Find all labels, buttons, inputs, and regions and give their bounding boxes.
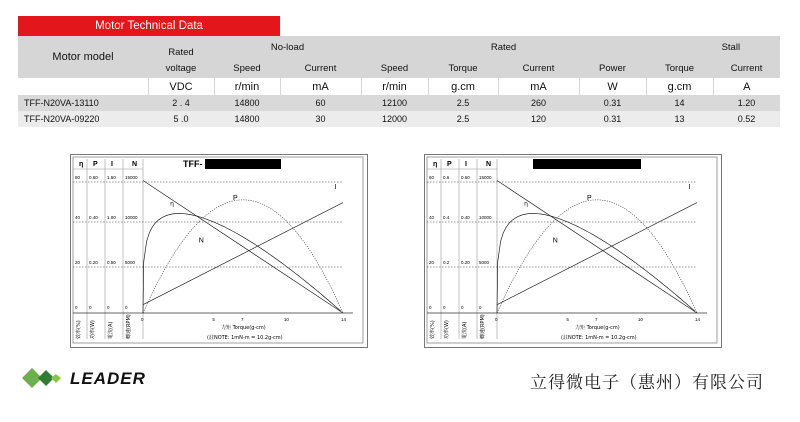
table-row [18,95,780,111]
x-axis-label: 力矩 Torque(g-cm) [575,325,620,331]
value-cell: 0.31 [579,95,646,111]
x-tick-label: 0 [495,317,498,322]
axis-tick-label: 0.40 [89,215,98,220]
unit-cell: r/min [214,78,280,95]
axis-tick-label: 1.00 [107,215,116,220]
leader-logo-icon [18,366,66,392]
chart-frame [427,157,717,343]
performance-chart-2-svg [425,155,721,347]
axis-vertical-label: 功率(W) [90,320,96,339]
chart-title-redaction [205,159,281,169]
axis-header: P [447,161,452,168]
x-tick-label: 10 [637,317,643,322]
axis-tick-label: 5000 [125,260,136,265]
value-cell: 14 [646,95,713,111]
curve-label-n: N [198,237,204,245]
axis-tick-label: 0.50 [107,260,116,265]
axis-tick-label: 0 [461,305,464,310]
axis-tick-label: 0 [107,305,110,310]
value-cell: 2.5 [428,111,498,127]
unit-spacer [18,78,148,95]
axis-tick-label: 0.60 [461,175,470,180]
table-row [18,111,780,127]
axis-vertical-label: 效率(%) [430,320,436,339]
col-header: Current [498,58,579,78]
noload-group-header: No-load [214,36,361,58]
axis-tick-label: 15000 [125,175,138,180]
col-header: Torque [428,58,498,78]
efficiency-curve-eta [143,214,341,314]
unit-cell: g.cm [646,78,713,95]
axis-vertical-label: 電流(A) [462,321,468,339]
axis-tick-label: 0 [75,305,78,310]
axis-tick-label: 0.40 [461,215,470,220]
axis-header: η [79,161,84,168]
chart-title-redaction [533,159,641,169]
axis-tick-label: 40 [75,215,81,220]
rated-voltage-group-header: Rated [148,36,214,58]
col-header: Power [579,58,646,78]
curve-label-i: I [688,183,691,191]
unit-cell: W [579,78,646,95]
axis-tick-label: 0.4 [443,215,450,220]
axis-tick-label: 80 [75,175,81,180]
power-curve-p [143,200,343,313]
curve-label-eta: η [170,200,174,208]
curve-label-i: I [334,183,337,191]
curve-label-p: P [233,194,238,202]
curve-label-n: N [552,237,558,245]
axis-tick-label: 10000 [479,215,492,220]
performance-chart-2 [424,154,722,348]
axis-tick-label: 0 [443,305,446,310]
x-tick-label: 5 [566,317,569,322]
axis-header: N [132,161,138,168]
unit-cell: r/min [361,78,428,95]
company-name: 立得微电子（惠州）有限公司 [530,373,764,393]
axis-vertical-label: 轉速(RPM) [480,314,486,339]
logo-text: LEADER [70,369,146,388]
value-cell: 5 .0 [148,111,214,127]
x-tick-label: 7 [241,317,244,322]
col-header: Current [280,58,361,78]
axis-tick-label: 40 [429,215,435,220]
axis-tick-label: 0 [125,305,128,310]
axis-tick-label: 0 [479,305,482,310]
performance-chart-1 [70,154,368,348]
value-cell: 30 [280,111,361,127]
chart-note: (註NOTE: 1mN-m = 10.2g-cm) [561,335,637,341]
col-header: Speed [361,58,428,78]
axis-tick-label: 5000 [479,260,490,265]
axis-tick-label: 0.20 [89,260,98,265]
value-cell: 12100 [361,95,428,111]
chart-title-prefix: TFF- [183,159,203,169]
value-cell: 2 . 4 [148,95,214,111]
axis-tick-label: 10000 [125,215,138,220]
axis-tick-label: 0.2 [443,260,450,265]
axis-tick-label: 0 [429,305,432,310]
axis-vertical-label: 電流(A) [108,321,114,339]
unit-cell: mA [498,78,579,95]
unit-cell: A [713,78,780,95]
axis-tick-label: 0 [89,305,92,310]
table-title-tab: Motor Technical Data [18,16,280,36]
axis-tick-label: 1.50 [107,175,116,180]
axis-header: P [93,161,98,168]
rated-group-header: Rated [361,36,646,58]
axis-header: I [111,161,113,168]
value-cell: 2.5 [428,95,498,111]
unit-cell: g.cm [428,78,498,95]
power-curve-p [497,200,697,313]
axis-header: η [433,161,438,168]
value-cell: 1.20 [713,95,780,111]
x-tick-label: 10 [283,317,289,322]
value-cell: 0.31 [579,111,646,127]
curve-label-eta: η [524,200,528,208]
axis-tick-label: 60 [429,175,435,180]
x-tick-label: 0 [141,317,144,322]
x-tick-label: 5 [212,317,215,322]
col-header: Speed [214,58,280,78]
axis-tick-label: 15000 [479,175,492,180]
axis-vertical-label: 功率(W) [444,320,450,339]
motor-data-table [18,36,780,127]
axis-tick-label: 20 [429,260,435,265]
value-cell: 60 [280,95,361,111]
performance-chart-1-svg [71,155,367,347]
x-tick-label: 7 [595,317,598,322]
current-curve-i [497,203,697,305]
axis-tick-label: 0.20 [461,260,470,265]
col-header: Torque [646,58,713,78]
stall-group-header: Stall [646,36,780,58]
x-axis-label: 力矩 Torque(g-cm) [221,325,266,331]
value-cell: 12000 [361,111,428,127]
leader-logo [18,366,158,392]
value-cell: 13 [646,111,713,127]
model-column-header: Motor model [18,36,148,78]
axis-vertical-label: 效率(%) [76,320,82,339]
chart-note: (註NOTE: 1mN-m = 10.2g-cm) [207,335,283,341]
axis-tick-label: 20 [75,260,81,265]
efficiency-curve-eta [497,214,695,314]
axis-tick-label: 0.60 [89,175,98,180]
value-cell: 120 [498,111,579,127]
unit-cell: mA [280,78,361,95]
col-header: voltage [148,58,214,78]
chart-frame [73,157,363,343]
x-tick-label: 14 [341,317,347,322]
curve-label-p: P [587,194,592,202]
x-tick-label: 14 [695,317,701,322]
axis-header: N [486,161,492,168]
axis-tick-label: 0.6 [443,175,450,180]
current-curve-i [143,203,343,305]
axis-vertical-label: 轉速(RPM) [126,314,132,339]
value-cell: 0.52 [713,111,780,127]
value-cell: 14800 [214,111,280,127]
value-cell: 14800 [214,95,280,111]
col-header: Current [713,58,780,78]
model-cell: TFF-N20VA-13110 [18,95,148,111]
model-cell: TFF-N20VA-09220 [18,111,148,127]
axis-header: I [465,161,467,168]
value-cell: 260 [498,95,579,111]
unit-cell: VDC [148,78,214,95]
